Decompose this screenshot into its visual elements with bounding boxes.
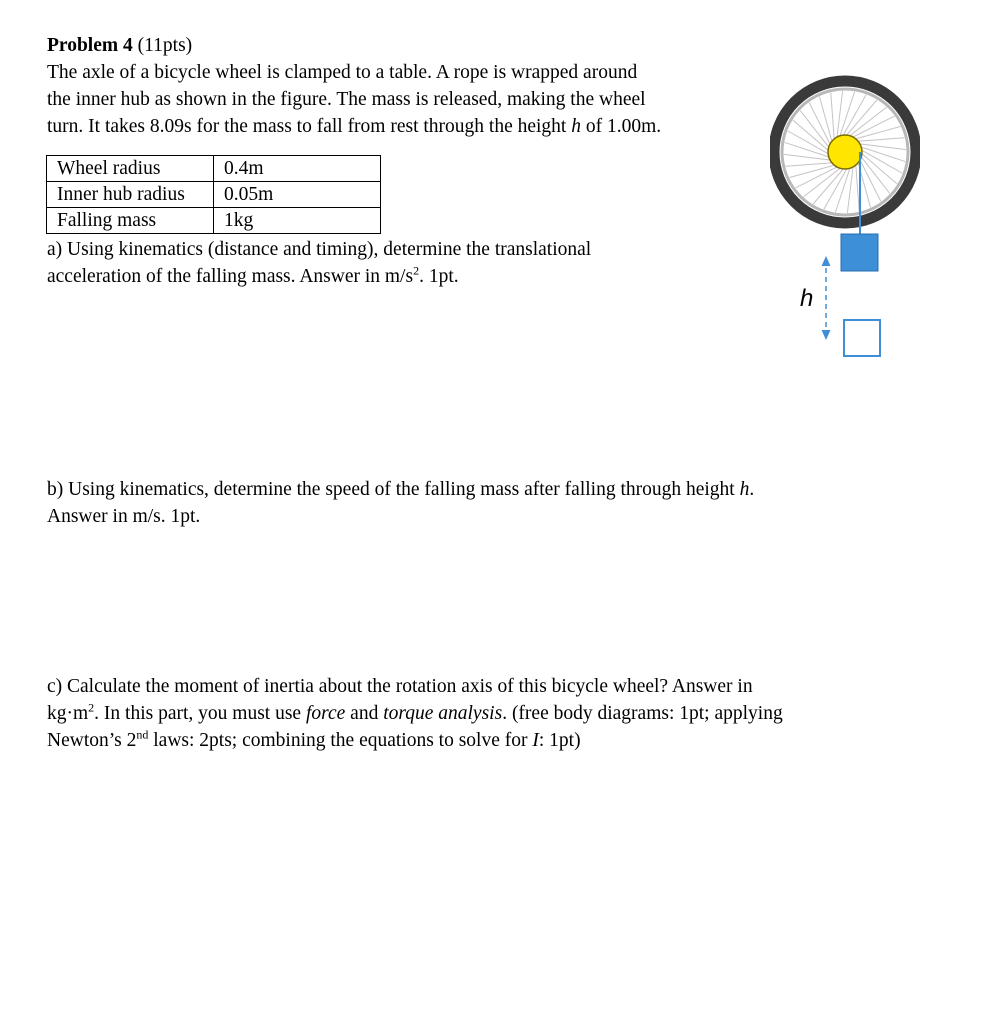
mass-final-position [844, 320, 880, 356]
wheel-spoke [831, 93, 835, 142]
wheel-spoke [809, 103, 831, 147]
part-a-line-1: a) Using kinematics (distance and timing), determine the translational [47, 239, 592, 260]
part-b-line-2: Answer in m/s. 1pt. [47, 506, 201, 527]
table-value: 0.05m [214, 182, 381, 208]
intro-line-1: The axle of a bicycle wheel is clamped to a table. A rope is wrapped around [47, 62, 638, 83]
given-values-table [46, 155, 381, 234]
wheel-spoke [796, 166, 840, 188]
arrow-up-icon [822, 256, 831, 266]
part-c-line-2: $kg\cdot m^2$. In this part, you must use force and torque analysis. (free body diagrams: 1pt; applying [47, 700, 783, 724]
table-row [47, 156, 381, 182]
part-c-line-3: Newton’s 2nd laws: 2pts; combining the equations to solve for I: 1pt) [47, 727, 581, 751]
bicycle-wheel-figure [770, 70, 920, 370]
table-label: Wheel radius [47, 156, 214, 182]
problem-points: (11pts) [137, 35, 193, 56]
part-b-line-1: b) Using kinematics, determine the speed of the falling mass after falling through height h. [47, 479, 755, 500]
table-value: 1kg [214, 208, 381, 234]
wheel-spoke [851, 116, 895, 138]
intro-line-3: turn. It takes 8.09s for the mass to fall from rest through the height h of 1.00m. [47, 116, 662, 137]
arrow-down-icon [822, 330, 831, 340]
falling-mass [841, 234, 878, 271]
table-label: Falling mass [47, 208, 214, 234]
wheel-spoke [856, 138, 905, 142]
table-row [47, 208, 381, 234]
wheel-spoke [859, 158, 881, 202]
bicycle-wheel [774, 81, 916, 223]
table-value: 0.4m [214, 156, 381, 182]
table-row [47, 182, 381, 208]
variable-h: h [739, 479, 750, 500]
table-label: Inner hub radius [47, 182, 214, 208]
variable-h: h [571, 116, 581, 137]
part-a-line-2: acceleration of the falling mass. Answer in $m/s^2$. 1pt. [47, 263, 459, 287]
problem-title: Problem 4 [47, 35, 133, 56]
height-label: h [800, 285, 814, 312]
height-arrow [822, 256, 831, 340]
inner-hub [828, 135, 862, 169]
part-c-line-1: c) Calculate the moment of inertia about the rotation axis of this bicycle wheel? Answer in [47, 676, 753, 697]
wheel-spoke [856, 163, 860, 212]
intro-line-2: the inner hub as shown in the figure. The mass is released, making the wheel [47, 89, 646, 110]
wheel-spoke [786, 163, 835, 167]
problem-heading [47, 32, 192, 59]
